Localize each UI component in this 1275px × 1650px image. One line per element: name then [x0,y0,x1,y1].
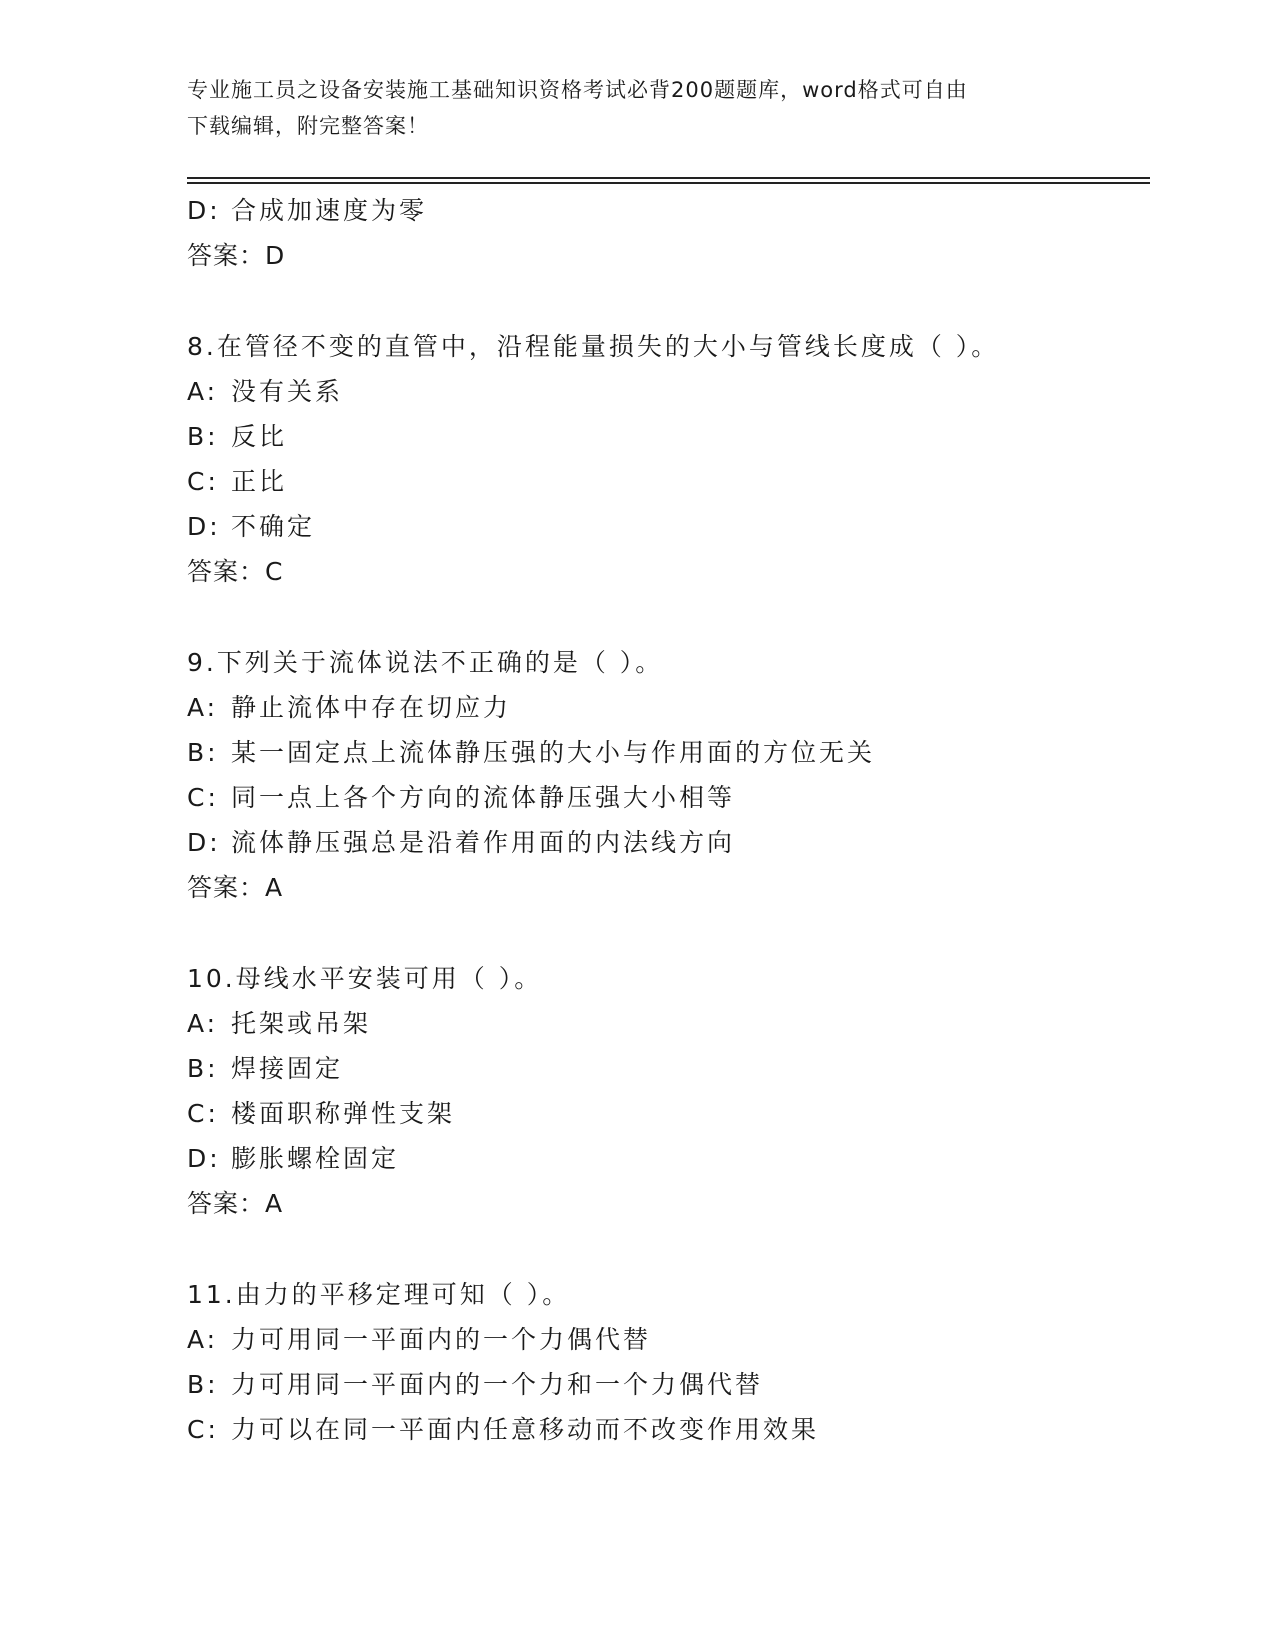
question-stem: 10.母线水平安装可用（ ）。 [187,964,543,993]
question-stem: 11.由力的平移定理可知（ ）。 [187,1280,571,1309]
header-rule-bottom [187,182,1150,184]
option-b [187,414,1147,459]
answer-line [187,233,1147,278]
answer-value: A [265,873,283,902]
option-label: C: [187,783,219,812]
option-label: A: [187,1009,219,1038]
option-label: C: [187,1099,219,1128]
header-line-1: 专业施工员之设备安装施工基础知识资格考试必背200题题库，word格式可自由 [187,78,968,102]
option-label: A: [187,377,219,406]
header-line-2: 下载编辑，附完整答案！ [187,114,429,138]
answer-value: A [265,1189,283,1218]
answer-line [187,1181,1147,1226]
option-label: B: [187,1370,219,1399]
option-d [187,188,1147,233]
document-header [187,72,1067,144]
option-b [187,1362,1147,1407]
option-text: 焊接固定 [231,1054,344,1083]
option-text: 楼面职称弹性支架 [231,1099,456,1128]
option-text: 正比 [231,467,288,496]
option-d [187,820,1147,865]
option-label: A: [187,693,219,722]
option-c [187,459,1147,504]
option-b [187,730,1147,775]
option-a [187,369,1147,414]
document-body [187,188,1147,1452]
option-text: 合成加速度为零 [231,196,428,225]
option-text: 托架或吊架 [231,1009,372,1038]
question-stem: 9.下列关于流体说法不正确的是（ ）。 [187,648,664,677]
option-text: 膨胀螺栓固定 [231,1144,400,1173]
option-c [187,775,1147,820]
option-label: D: [187,828,221,857]
option-label: B: [187,422,219,451]
option-label: D: [187,196,221,225]
option-label: C: [187,1415,219,1444]
option-d [187,504,1147,549]
answer-line [187,549,1147,594]
option-d [187,1136,1147,1181]
option-text: 力可用同一平面内的一个力偶代替 [231,1325,652,1354]
option-text: 静止流体中存在切应力 [231,693,512,722]
answer-value: C [265,557,283,586]
option-text: 流体静压强总是沿着作用面的内法线方向 [231,828,736,857]
option-label: A: [187,1325,219,1354]
answer-label: 答案： [187,873,266,902]
option-a [187,685,1147,730]
option-text: 力可以在同一平面内任意移动而不改变作用效果 [231,1415,820,1444]
option-c [187,1091,1147,1136]
option-text: 同一点上各个方向的流体静压强大小相等 [231,783,736,812]
option-text: 某一固定点上流体静压强的大小与作用面的方位无关 [231,738,876,767]
option-a [187,1317,1147,1362]
answer-label: 答案： [187,1189,266,1218]
option-text: 反比 [231,422,288,451]
option-label: D: [187,1144,221,1173]
option-text: 不确定 [231,512,316,541]
answer-label: 答案： [187,241,266,270]
option-c [187,1407,1147,1452]
option-text: 没有关系 [231,377,344,406]
option-label: D: [187,512,221,541]
option-label: B: [187,738,219,767]
answer-label: 答案： [187,557,266,586]
option-a [187,1001,1147,1046]
option-b [187,1046,1147,1091]
answer-value: D [265,241,285,270]
option-text: 力可用同一平面内的一个力和一个力偶代替 [231,1370,764,1399]
option-label: B: [187,1054,219,1083]
question-stem: 8.在管径不变的直管中，沿程能量损失的大小与管线长度成（ ）。 [187,332,1000,361]
answer-line [187,865,1147,910]
header-rule-top [187,177,1150,179]
option-label: C: [187,467,219,496]
